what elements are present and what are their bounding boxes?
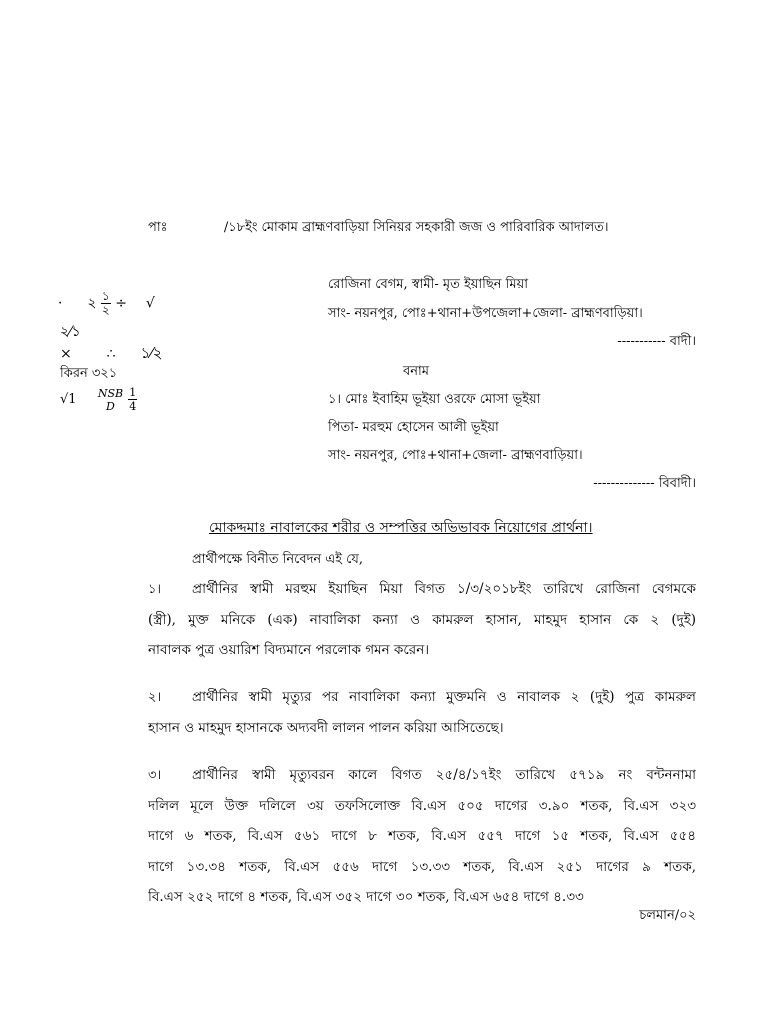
margin-note-row5: [60, 386, 137, 413]
defendant-name: ১। মোঃ ইবাহিম ভূইয়া ওরফে মোসা ভূইয়া: [328, 392, 541, 407]
paragraph-3-line-1: প্রার্থীনির স্বামী মৃত্যুবরন কালে বিগত ২৫/৪/১৭ইং তারিখে ৫৭১৯ নং বন্টননামা: [192, 767, 696, 783]
paragraph-1: [148, 574, 696, 666]
paragraph-3-line-5: বি.এস ২৫২ দাগে ৪ শতক, বি.এস ৩৫২ দাগে ৩০ শতক, বি.এস ৬৫৪ দাগে ৪.৩৩: [148, 889, 584, 905]
paragraph-3-number: ৩।: [148, 768, 162, 783]
defendant-father: পিতা- মরহুম হোসেন আলী ভূইয়া: [328, 420, 499, 435]
petition-intro: প্রার্থীপক্ষে বিনীত নিবেদন এই যে,: [192, 552, 363, 567]
margin-q-num: 1: [129, 386, 137, 399]
versus-label: বনাম: [403, 364, 429, 379]
paragraph-3-line-4: দাগে ১৩.৩৪ শতক, বি.এস ৫৫৬ দাগে ১৩.৩৩ শতক, বি.এস ২৫১ দাগের ৯ শতক,: [148, 858, 696, 875]
margin-d: D: [106, 399, 115, 413]
paragraph-3-line-2: দলিল মূলে উক্ত দলিলে ৩য় তফসিলোক্ত বি.এস ৫০৫ দাগের ৩.৯০ শতক, বি.এস ৩২৩: [148, 797, 696, 814]
paragraph-3-line-3: দাগে ৬ শতক, বি.এস ৫৬১ দাগে ৮ শতক, বি.এস ৫৫৭ দাগে ১৫ শতক, বি.এস ৫৫৪: [148, 828, 696, 844]
case-title: মোকদ্দমাঃ নাবালকের শরীর ও সম্পত্তির অভিভাবক নিয়োগের প্রার্থনা।: [209, 520, 593, 536]
margin-nsb-fraction: [97, 387, 124, 413]
margin-two: ২: [87, 295, 97, 312]
margin-sqrt-one: √1: [60, 392, 77, 407]
paragraph-1-line-2: (স্ত্রী), মুক্ত মনিকে (এক) নাবালিকা কন্যা ও কামরুল হাসান, মাহমুদ হাসান কে ২ (দুই): [148, 611, 696, 628]
margin-note-row1: [58, 290, 155, 317]
margin-q-den: 4: [129, 400, 137, 413]
paragraph-2-line-1: প্রার্থীনির স্বামী মৃত্যুর পর নাবালিকা কন্যা মুক্তমনি ও নাবালক ২ (দুই) পুত্র কামরুল: [192, 689, 696, 705]
continued-footer: চলমান/০২: [639, 908, 696, 923]
plaintiff-name: রোজিনা বেগম, স্বামী- মৃত ইয়াছিন মিয়া: [328, 277, 529, 292]
paragraph-2-line-2: হাসান ও মাহমুদ হাসানকে অদ্যবদী লালন পালন করিয়া আসিতেছে।: [148, 719, 504, 736]
court-header: [148, 218, 609, 239]
margin-divide-icon: ÷: [115, 295, 127, 312]
paragraph-2: [148, 682, 696, 743]
margin-dot: ·: [58, 295, 63, 312]
paragraph-1-line-1: প্রার্থীনির স্বামী মরহুম ইয়াছিন মিয়া বিগত ১/৩/২০১৮ইং তারিখে রোজিনা বেগমকে: [192, 581, 696, 597]
paragraph-2-number: ২।: [148, 690, 162, 705]
margin-fraction: [101, 290, 111, 317]
margin-quarter: [128, 386, 137, 413]
header-pa-label: পাঃ: [148, 220, 168, 235]
margin-sqrt-icon: √: [145, 295, 155, 312]
margin-times-icon: ×: [60, 346, 72, 362]
margin-note-row4: কিরন ৩২১: [60, 366, 118, 381]
defendant-address: সাং- নয়নপুর, পোঃ+থানা+জেলা- ব্রাহ্মণবাড়িয়া।: [328, 448, 583, 463]
defendant-role: -------------- বিবাদী।: [593, 476, 696, 491]
margin-half: ১⁄২: [140, 344, 163, 362]
margin-therefore-icon: ∴: [106, 346, 116, 362]
paragraph-1-number: ১।: [148, 582, 162, 597]
plaintiff-address: সাং- নয়নপুর, পোঃ+থানা+উপজেলা+জেলা- ব্রাহ্মণবাড়িয়া।: [328, 306, 643, 321]
margin-frac-den: ২: [101, 303, 110, 317]
paragraph-1-line-3: নাবালক পুত্র ওয়ারিশ বিদ্যমানে পরলোক গমন করেন।: [148, 642, 430, 658]
margin-frac-num: ১: [101, 289, 110, 303]
paragraph-3: [148, 760, 696, 913]
margin-note-row2: ২⁄১: [60, 324, 81, 340]
header-court-text: /১৮ইং মোকাম ব্রাহ্মণবাড়িয়া সিনিয়র সহকারী জজ ও পারিবারিক আদালত।: [223, 220, 609, 235]
plaintiff-role: ----------- বাদী।: [617, 334, 696, 349]
margin-nsb: NSB: [97, 386, 124, 400]
